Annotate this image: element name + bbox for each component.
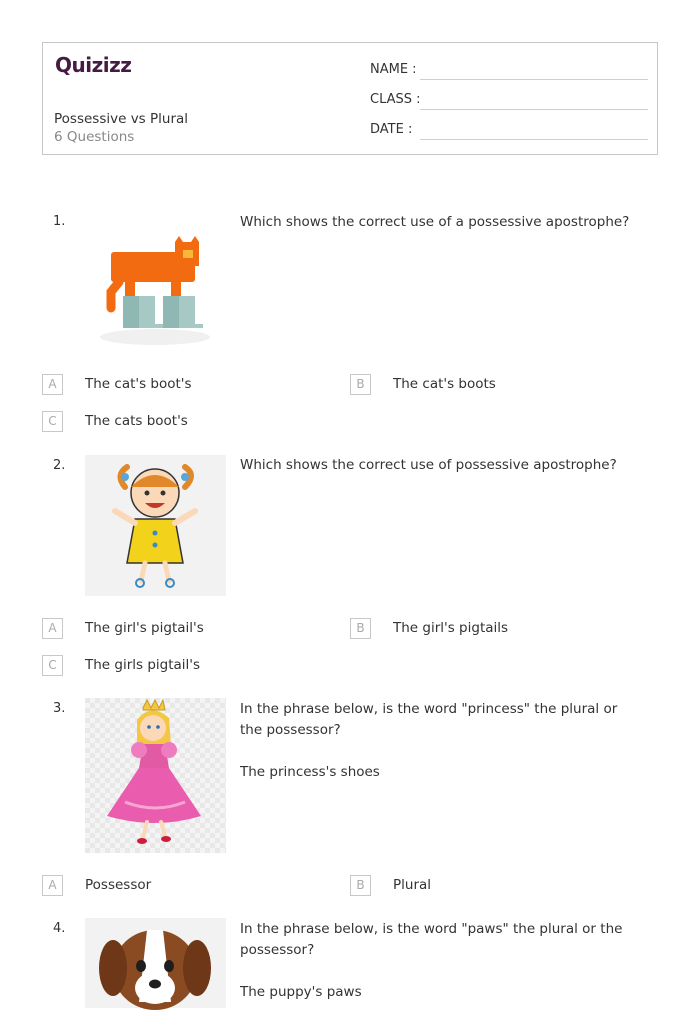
answer-option[interactable] [350,875,630,895]
question-number: 4. [53,921,66,936]
option-text: Possessor [85,877,152,893]
question-block [240,919,640,1003]
girl-with-pigtails-icon [85,455,226,596]
option-text: Plural [393,877,432,893]
class-field[interactable] [370,90,648,110]
princess-icon [85,698,226,853]
question-count: 6 Questions [54,129,135,145]
answer-option[interactable] [42,374,322,394]
option-text: The girl's pigtails [393,620,509,636]
date-field[interactable] [370,120,648,140]
date-line[interactable] [420,139,648,140]
name-label: NAME : [370,62,417,77]
question-text: In the phrase below, is the word "paws" the plural or the possessor? [240,921,623,958]
question-text: In the phrase below, is the word "princess" the plural or the possessor? [240,701,618,738]
name-field[interactable] [370,60,648,80]
option-letter: A [42,374,63,395]
option-text: The girls pigtail's [85,657,201,673]
question-text: Which shows the correct use of a possessive apostrophe? [240,214,630,230]
answer-option[interactable] [350,374,630,394]
class-label: CLASS : [370,92,421,107]
option-letter: B [350,875,371,896]
question-number: 2. [53,458,66,473]
question-phrase: The puppy's paws [240,984,362,1000]
option-letter: C [42,411,63,432]
question-phrase: The princess's shoes [240,764,380,780]
option-text: The cats boot's [85,413,188,429]
option-letter: A [42,618,63,639]
answer-option[interactable] [42,655,322,675]
answer-option[interactable] [42,411,322,431]
worksheet-header [42,42,658,155]
date-label: DATE : [370,122,413,137]
cat-in-boots-icon [85,212,226,353]
puppy-icon [85,918,226,990]
answer-option[interactable] [42,618,322,638]
name-line[interactable] [420,79,648,80]
option-letter: B [350,618,371,639]
question-text: Which shows the correct use of possessive apostrophe? [240,457,617,473]
question-number: 3. [53,701,66,716]
quizizz-logo: Quizizz [55,53,132,77]
answer-option[interactable] [350,618,630,638]
option-letter: B [350,374,371,395]
option-text: The girl's pigtail's [85,620,204,636]
class-line[interactable] [420,109,648,110]
question-number: 1. [53,214,66,229]
worksheet-title: Possessive vs Plural [54,111,189,127]
answer-option[interactable] [42,875,322,895]
option-text: The cat's boot's [85,376,192,392]
question-block [240,699,640,783]
option-text: The cat's boots [393,376,496,392]
option-letter: C [42,655,63,676]
option-letter: A [42,875,63,896]
